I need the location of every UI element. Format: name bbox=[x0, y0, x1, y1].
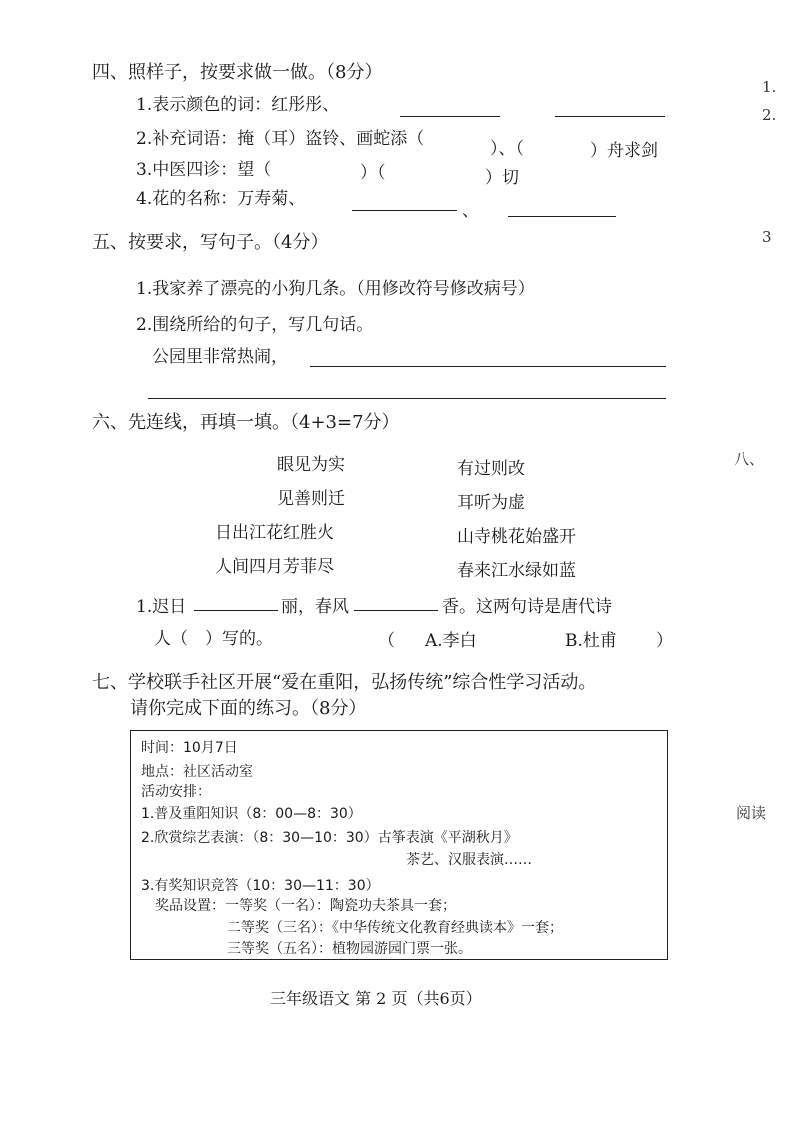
right-margin-text: 3 bbox=[762, 228, 772, 246]
right-margin-text: 八、 bbox=[734, 450, 765, 468]
answer-blank[interactable] bbox=[508, 216, 616, 217]
section-5-title: 五、按要求，写句子。（4分） bbox=[92, 232, 329, 253]
item-4-2-end: ）舟求剑 bbox=[590, 141, 658, 161]
right-margin-text: 2. bbox=[762, 106, 777, 124]
comma: 、 bbox=[462, 201, 479, 221]
answer-blank[interactable] bbox=[400, 116, 500, 117]
item-4-3-end: ）切 bbox=[485, 168, 519, 188]
answer-blank[interactable] bbox=[194, 610, 278, 611]
box-prize-3: 三等奖（五名）：植物园游园门票一张。 bbox=[227, 941, 472, 957]
writing-line[interactable] bbox=[310, 366, 666, 367]
right-phrase[interactable]: 山寺桃花始盛开 bbox=[457, 527, 576, 547]
left-phrase[interactable]: 眼见为实 bbox=[277, 455, 345, 475]
box-schedule-2b: 茶艺、汉服表演…… bbox=[406, 852, 532, 868]
item-5-prompt: 公园里非常热闹， bbox=[152, 347, 288, 367]
activity-info-box bbox=[130, 730, 668, 960]
box-prize-1: 奖品设置：一等奖（一名）：陶瓷功夫茶具一套； bbox=[155, 898, 456, 914]
item-5-2: 2.围绕所给的句子，写几句话。 bbox=[136, 315, 374, 335]
box-prize-2: 二等奖（三名）：《中华传统文化教育经典读本》一套； bbox=[227, 920, 563, 936]
choice-close: ） bbox=[656, 631, 673, 651]
item-4-2-mid: ）、（ bbox=[490, 139, 524, 159]
answer-blank[interactable] bbox=[555, 116, 665, 117]
right-phrase[interactable]: 春来江水绿如蓝 bbox=[457, 561, 576, 581]
fill-author: 人（ ）写的。 bbox=[154, 629, 273, 649]
fill-end: 香。这两句诗是唐代诗 bbox=[442, 597, 612, 617]
box-time: 时间：10月7日 bbox=[141, 740, 238, 756]
choice-b[interactable]: B.杜甫 bbox=[565, 631, 617, 651]
section-7-subtitle: 请你完成下面的练习。（8分） bbox=[130, 698, 367, 719]
section-7-title: 七、学校联手社区开展“爱在重阳，弘扬传统”综合性学习活动。 bbox=[92, 672, 597, 693]
left-phrase[interactable]: 人间四月芳菲尽 bbox=[215, 557, 334, 577]
page-footer: 三年级语文 第 2 页（共6页） bbox=[270, 989, 482, 1008]
left-phrase[interactable]: 见善则迁 bbox=[277, 489, 345, 509]
choice-open: （ bbox=[378, 631, 395, 651]
right-phrase[interactable]: 有过则改 bbox=[457, 459, 525, 479]
section-4-title: 四、照样子，按要求做一做。（8分） bbox=[92, 62, 383, 83]
item-5-1: 1.我家养了漂亮的小狗几条。（用修改符号修改病号） bbox=[136, 279, 535, 299]
item-4-1: 1.表示颜色的词：红彤彤、 bbox=[136, 95, 340, 115]
writing-line[interactable] bbox=[148, 398, 666, 399]
item-4-3-mid: ）（ bbox=[360, 163, 386, 183]
right-margin-text: 1. bbox=[762, 78, 777, 96]
fill-start: 1.迟日 bbox=[136, 597, 187, 617]
item-4-4: 4.花的名称：万寿菊、 bbox=[136, 189, 306, 209]
fill-mid: 丽，春风 bbox=[281, 597, 349, 617]
answer-blank[interactable] bbox=[354, 610, 438, 611]
item-4-3: 3.中医四诊：望（ bbox=[136, 160, 272, 180]
box-place: 地点：社区活动室 bbox=[141, 764, 253, 780]
item-4-2: 2.补充词语：掩（耳）盗铃、画蛇添（ bbox=[136, 129, 425, 149]
box-schedule-label: 活动安排： bbox=[141, 784, 211, 800]
left-phrase[interactable]: 日出江花红胜火 bbox=[215, 523, 334, 543]
answer-blank[interactable] bbox=[352, 210, 457, 211]
box-schedule-1: 1.普及重阳知识（8：00—8：30） bbox=[141, 806, 362, 822]
right-phrase[interactable]: 耳听为虚 bbox=[457, 493, 525, 513]
right-margin-text: 阅读 bbox=[736, 804, 767, 822]
choice-a[interactable]: A.李白 bbox=[425, 631, 477, 651]
section-6-title: 六、先连线，再填一填。（4+3=7分） bbox=[92, 412, 400, 433]
box-schedule-2: 2.欣赏综艺表演：（8：30—10：30）古筝表演《平湖秋月》 bbox=[141, 830, 518, 846]
box-schedule-3: 3.有奖知识竞答（10：30—11：30） bbox=[141, 878, 380, 894]
